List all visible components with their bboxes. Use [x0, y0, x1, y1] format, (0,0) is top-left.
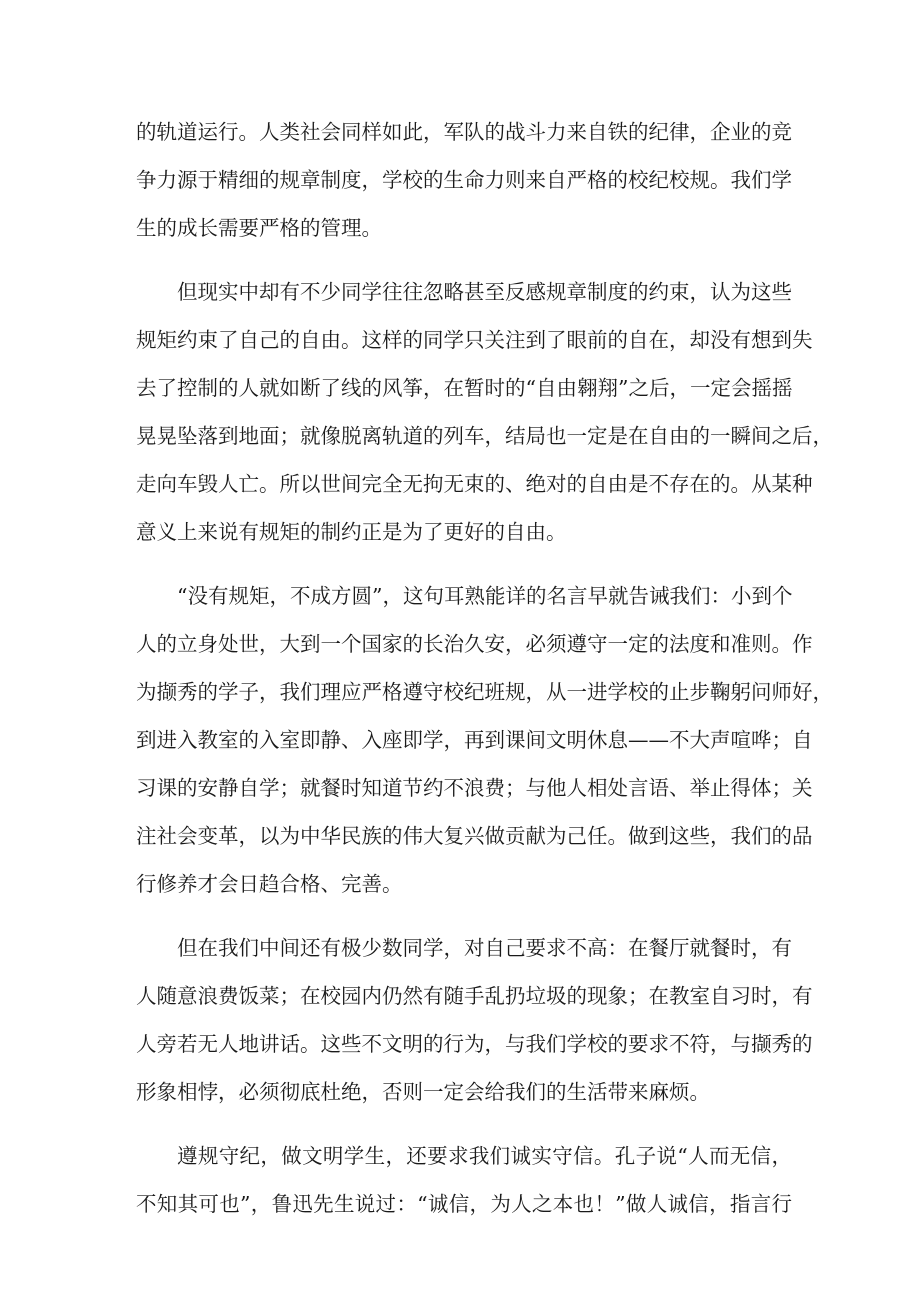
text-line: 形象相悖，必须彻底杜绝，否则一定会给我们的生活带来麻烦。: [136, 1080, 710, 1104]
text-line: 人的立身处世，大到一个国家的长治久安，必须遵守一定的法度和准则。作: [136, 632, 813, 656]
paragraph: [136, 108, 792, 252]
text-line: 人旁若无人地讲话。这些不文明的行为，与我们学校的要求不符，与撷秀的: [136, 1032, 813, 1056]
paragraph: [136, 572, 833, 908]
paragraph: [136, 268, 833, 556]
text-line: 习课的安静自学；就餐时知道节约不浪费；与他人相处言语、举止得体；关: [136, 776, 813, 800]
document-page: [136, 108, 833, 1228]
paragraph: [136, 1132, 792, 1228]
text-line: 但在我们中间还有极少数同学，对自己要求不高：在餐厅就餐时，有: [177, 936, 792, 960]
text-line: 行修养才会日趋合格、完善。: [136, 872, 403, 896]
text-line: “没有规矩，不成方圆”，这句耳熟能详的名言早就告诫我们：小到个: [177, 584, 793, 608]
paragraph-gap: [136, 1116, 792, 1132]
text-line: 注社会变革，以为中华民族的伟大复兴做贡献为己任。做到这些，我们的品: [136, 824, 813, 848]
text-line: 的轨道运行。人类社会同样如此，军队的战斗力来自铁的纪律，企业的竞: [136, 120, 792, 144]
paragraph-gap: [136, 556, 792, 572]
text-line: 为撷秀的学子，我们理应严格遵守校纪班规，从一进学校的止步鞠躬问师好，: [136, 680, 833, 704]
text-line: 晃晃坠落到地面；就像脱离轨道的列车，结局也一定是在自由的一瞬间之后，: [136, 424, 833, 448]
text-line: 人随意浪费饭菜；在校园内仍然有随手乱扔垃圾的现象；在教室自习时，有: [136, 984, 813, 1008]
text-line: 到进入教室的入室即静、入座即学，再到课间文明休息——不大声喧哗；自: [136, 728, 813, 752]
paragraph-gap: [136, 908, 792, 924]
paragraph: [136, 924, 813, 1116]
text-line: 不知其可也”，鲁迅先生说过：“诚信，为人之本也！”做人诚信，指言行: [136, 1192, 792, 1216]
text-line: 规矩约束了自己的自由。这样的同学只关注到了眼前的自在，却没有想到失: [136, 328, 813, 352]
text-line: 遵规守纪，做文明学生，还要求我们诚实守信。孔子说“人而无信，: [177, 1144, 792, 1168]
text-line: 走向车毁人亡。所以世间完全无拘无束的、绝对的自由是不存在的。从某种: [136, 472, 813, 496]
text-line: 去了控制的人就如断了线的风筝，在暂时的“自由翱翔”之后，一定会摇摇: [136, 376, 793, 400]
text-line: 但现实中却有不少同学往往忽略甚至反感规章制度的约束，认为这些: [177, 280, 792, 304]
text-line: 生的成长需要严格的管理。: [136, 216, 382, 240]
text-line: 争力源于精细的规章制度，学校的生命力则来自严格的校纪校规。我们学: [136, 168, 792, 192]
text-line: 意义上来说有规矩的制约正是为了更好的自由。: [136, 520, 567, 544]
paragraph-gap: [136, 252, 792, 268]
